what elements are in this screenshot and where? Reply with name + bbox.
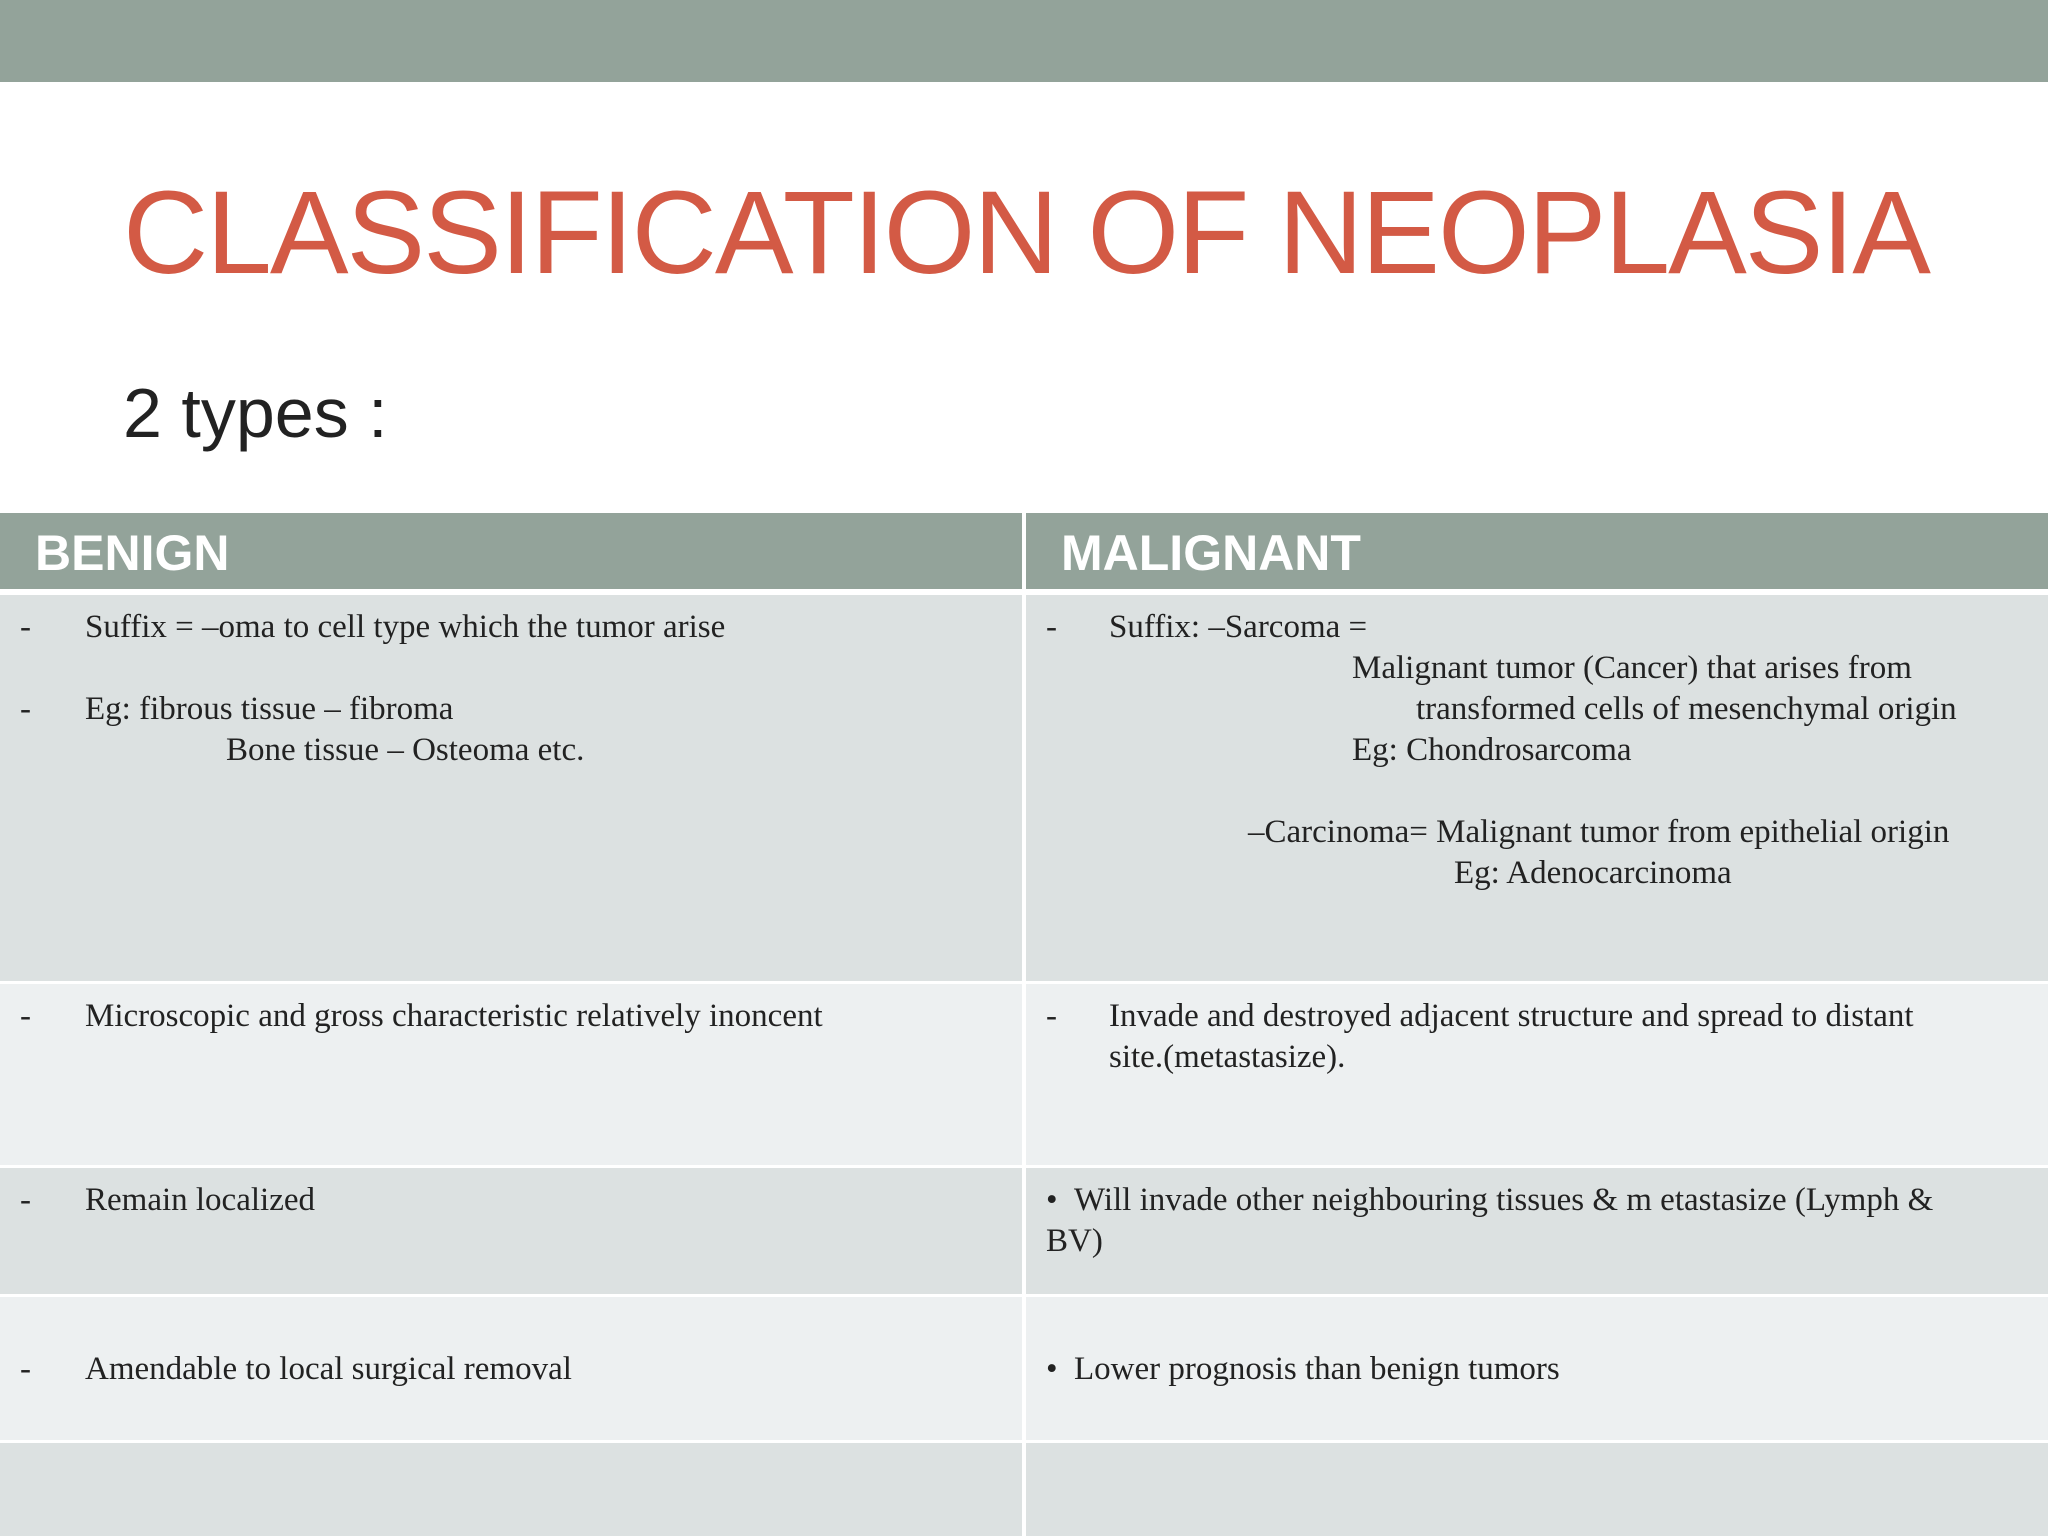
row3-malignant-cell (1026, 1168, 2048, 1294)
dash-marker: - (1046, 998, 1057, 1034)
row4-benign-cell (0, 1297, 1022, 1440)
sarcoma-definition-2: transformed cells of mesenchymal origin (1416, 691, 1957, 727)
slide-subtitle: 2 types : (123, 374, 388, 452)
row5-malignant-cell (1026, 1443, 2048, 1536)
row2-benign-cell (0, 984, 1022, 1165)
header-benign: BENIGN (0, 513, 1022, 589)
malignant-metastasize-text-1: Will invade other neighbouring tissues & m etastasize (Lymph & (1074, 1182, 1934, 1218)
sarcoma-example: Eg: Chondrosarcoma (1352, 732, 1632, 768)
row2-malignant-cell (1026, 984, 2048, 1165)
slide-title: CLASSIFICATION OF NEOPLASIA (123, 167, 1929, 299)
dash-marker: - (20, 691, 31, 727)
malignant-invade-text-2: site.(metastasize). (1109, 1039, 1346, 1075)
bullet-marker: • (1046, 1182, 1058, 1218)
malignant-metastasize-text-2: BV) (1046, 1223, 1103, 1259)
benign-suffix-text: Suffix = –oma to cell type which the tumor arise (85, 609, 726, 645)
row5-benign-cell (0, 1443, 1022, 1536)
malignant-prognosis-text: Lower prognosis than benign tumors (1074, 1351, 1560, 1387)
benign-characteristic-text: Microscopic and gross characteristic relatively inoncent (85, 998, 823, 1034)
dash-marker: - (20, 998, 31, 1034)
malignant-suffix-text: Suffix: –Sarcoma = (1109, 609, 1368, 645)
dash-marker: - (20, 609, 31, 645)
header-malignant: MALIGNANT (1026, 513, 2048, 589)
benign-localized-text: Remain localized (85, 1182, 315, 1218)
dash-marker: - (20, 1182, 31, 1218)
row1-malignant-cell (1026, 595, 2048, 981)
dash-marker: - (20, 1351, 31, 1387)
row1-benign-cell (0, 595, 1022, 981)
malignant-invade-text-1: Invade and destroyed adjacent structure and spread to distant (1109, 998, 1914, 1034)
benign-example-text: Eg: fibrous tissue – fibroma (85, 691, 454, 727)
row3-benign-cell (0, 1168, 1022, 1294)
benign-surgical-text: Amendable to local surgical removal (85, 1351, 572, 1387)
benign-example-text-2: Bone tissue – Osteoma etc. (226, 732, 585, 768)
sarcoma-definition-1: Malignant tumor (Cancer) that arises from (1352, 650, 1912, 686)
top-banner (0, 0, 2048, 82)
dash-marker: - (1046, 609, 1057, 645)
carcinoma-definition: –Carcinoma= Malignant tumor from epithelial origin (1248, 814, 1950, 850)
row4-malignant-cell (1026, 1297, 2048, 1440)
carcinoma-example: Eg: Adenocarcinoma (1454, 855, 1732, 891)
bullet-marker: • (1046, 1351, 1058, 1387)
